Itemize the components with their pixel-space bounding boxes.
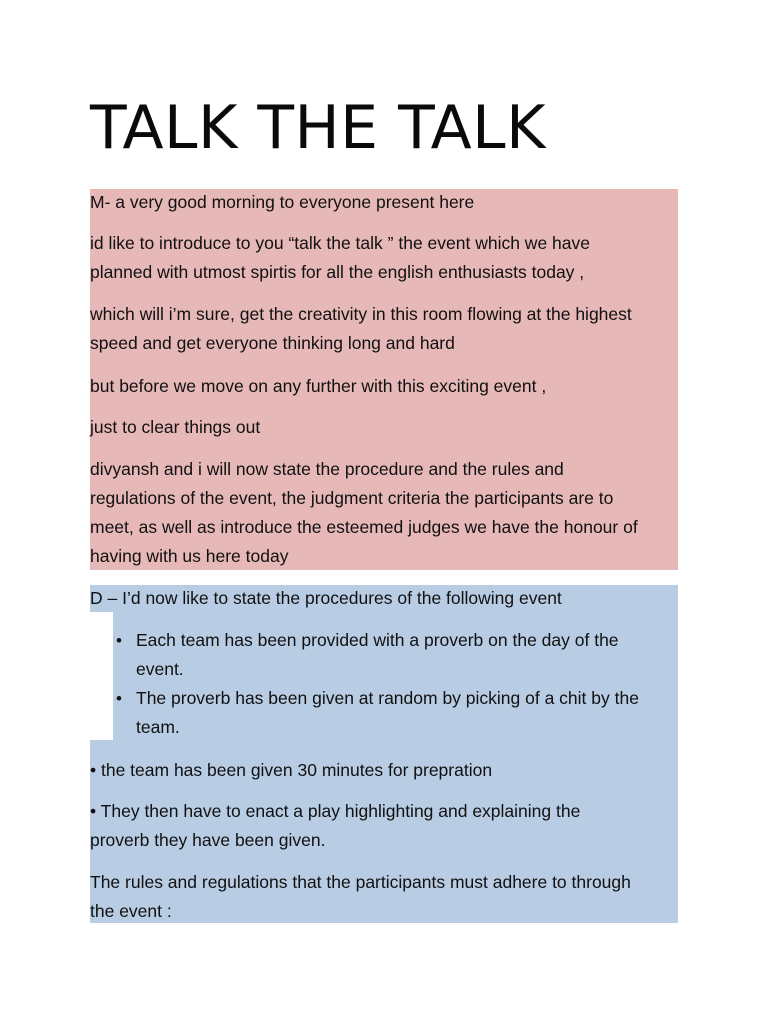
procedure-intro-line-4: having with us here today	[90, 546, 289, 566]
list-item-2-line-1: The proverb has been given at random by picking of a chit by the	[136, 688, 639, 708]
intro-line-2: planned with utmost spirtis for all the english enthusiasts today ,	[90, 262, 585, 282]
list-indent-gap	[90, 612, 113, 740]
bullet-icon: •	[116, 689, 122, 708]
bullet-icon: •	[116, 631, 122, 650]
intro-line-1: id like to introduce to you “talk the talk ” the event which we have	[90, 233, 590, 253]
creativity-line-1: which will i’m sure, get the creativity in this room flowing at the highest	[90, 304, 632, 324]
transition-line: but before we move on any further with this exciting event ,	[90, 376, 547, 396]
procedure-intro-line-3: meet, as well as introduce the esteemed judges we have the honour of	[90, 517, 638, 537]
creativity-line-2: speed and get everyone thinking long and hard	[90, 333, 455, 353]
procedure-intro-line-1: divyansh and i will now state the procedure and the rules and	[90, 459, 564, 479]
list-item-1-line-1: Each team has been provided with a proverb on the day of the	[136, 630, 619, 650]
list-item-1-line-2: event.	[136, 659, 184, 679]
procedure-lead: D – I’d now like to state the procedures of the following event	[90, 588, 562, 608]
document-title: TALK THE TALK	[90, 93, 546, 163]
clarify-line: just to clear things out	[90, 417, 261, 437]
enact-line-2: proverb they have been given.	[90, 830, 326, 850]
procedure-intro-line-2: regulations of the event, the judgment criteria the participants are to	[90, 488, 614, 508]
enact-line-1: • They then have to enact a play highlighting and explaining the	[90, 801, 581, 821]
rules-line-2: the event :	[90, 901, 172, 921]
rules-line-1: The rules and regulations that the participants must adhere to through	[90, 872, 631, 892]
prep-time-line: • the team has been given 30 minutes for prepration	[90, 760, 493, 780]
list-item-2-line-2: team.	[136, 717, 180, 737]
greeting-line: M- a very good morning to everyone present here	[90, 192, 475, 212]
